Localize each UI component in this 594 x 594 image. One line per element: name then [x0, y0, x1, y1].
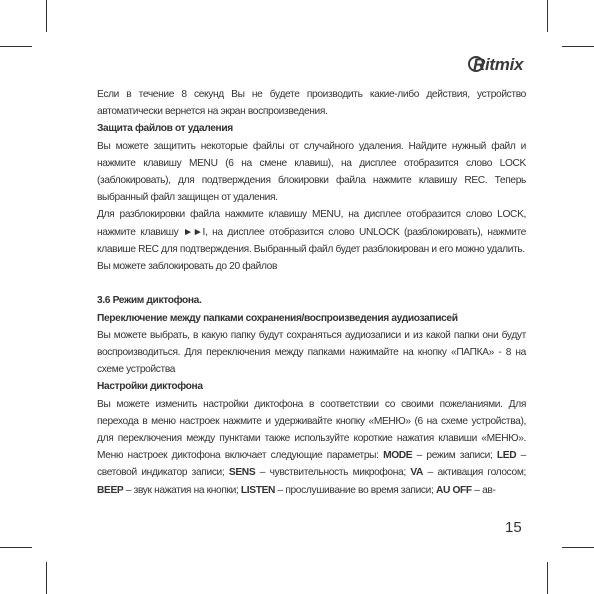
settings-intro: Вы можете изменить настройки диктофона в соответствии со своими пожеланиями. Для перехода в меню настроек нажмите и удерживайте кнопку «МЕНЮ» (6 на схеме устройства), для переключения между пунктами также используйте короткие нажатия клавиши «МЕНЮ». Меню настроек диктофона включает следующие параметры: [97, 398, 526, 462]
param-key: SENS [228, 467, 256, 479]
paragraph: Вы можете защитить некоторые файлы от случайного удаления. Найдите нужный файл и нажмите клавишу MENU (6 на смене клавиш), на дисплее отобразится слово LOCK (заблокировать), для подтверждения блокировки файла нажмите клавишу REC. Теперь выбранный файл защищен от удаления. [97, 140, 526, 204]
param-desc: – чувствительность микрофона; [255, 467, 411, 479]
crop-mark [562, 46, 594, 47]
section-heading: Защита файлов от удаления [97, 123, 233, 135]
param-key: LED [496, 450, 517, 462]
crop-mark [46, 0, 47, 32]
logo-ring-icon [468, 56, 484, 72]
page-number: 15 [505, 519, 522, 536]
crop-mark [46, 562, 47, 594]
subsection-heading: Настройки диктофона [97, 381, 203, 393]
param-desc: – прослушивание во время записи; [275, 484, 436, 496]
param-desc: – ав- [471, 484, 496, 496]
param-key: LISTEN [240, 484, 276, 496]
logo-text: Ritmix [473, 55, 524, 74]
param-desc: – режим записи; [412, 450, 497, 462]
section-title: 3.6 Режим диктофона. [97, 295, 202, 307]
subsection-heading: Переключение между папками сохранения/воспроизведения аудиозаписей [97, 312, 458, 324]
manual-content [97, 86, 526, 499]
spacer [97, 275, 526, 292]
param-key: BEEP [97, 484, 124, 496]
crop-mark [547, 0, 548, 32]
param-key: AU OFF [435, 484, 472, 496]
param-key: MODE [383, 450, 413, 462]
brand-logo [468, 55, 523, 75]
paragraph: Вы можете выбрать, в какую папку будут сохраняться аудиозаписи и из какой папки они будут воспроизводиться. Для переключения между папками нажимайте на кнопку «ПАПКА» - 8 на схеме устройства [97, 329, 526, 376]
crop-mark [0, 46, 32, 47]
settings-paragraph [97, 396, 526, 499]
crop-mark [562, 547, 594, 548]
crop-mark [547, 562, 548, 594]
param-desc: – активация голосом; [423, 467, 526, 479]
param-desc: – звук нажатия на кнопки; [123, 484, 241, 496]
param-desc: – световой индикатор записи; [97, 450, 526, 479]
paragraph: Вы можете заблокировать до 20 файлов [97, 261, 278, 273]
intro-text: Если в течение 8 секунд Вы не будете производить какие-либо действия, устройство автоматически вернется на экран воспроизведения. [97, 89, 526, 118]
paragraph: Для разблокировки файла нажмите клавишу MENU, на дисплее отобразится слово LOCK, нажмите клавишу ►►I, на дисплее отобразится слово UNLOCK (разблокировать), нажмите клавише REC для подтверждения. Выбранный файл будет разблокирован и его можно удалить. [97, 209, 526, 255]
crop-mark [0, 547, 32, 548]
param-key: VA [410, 467, 424, 479]
